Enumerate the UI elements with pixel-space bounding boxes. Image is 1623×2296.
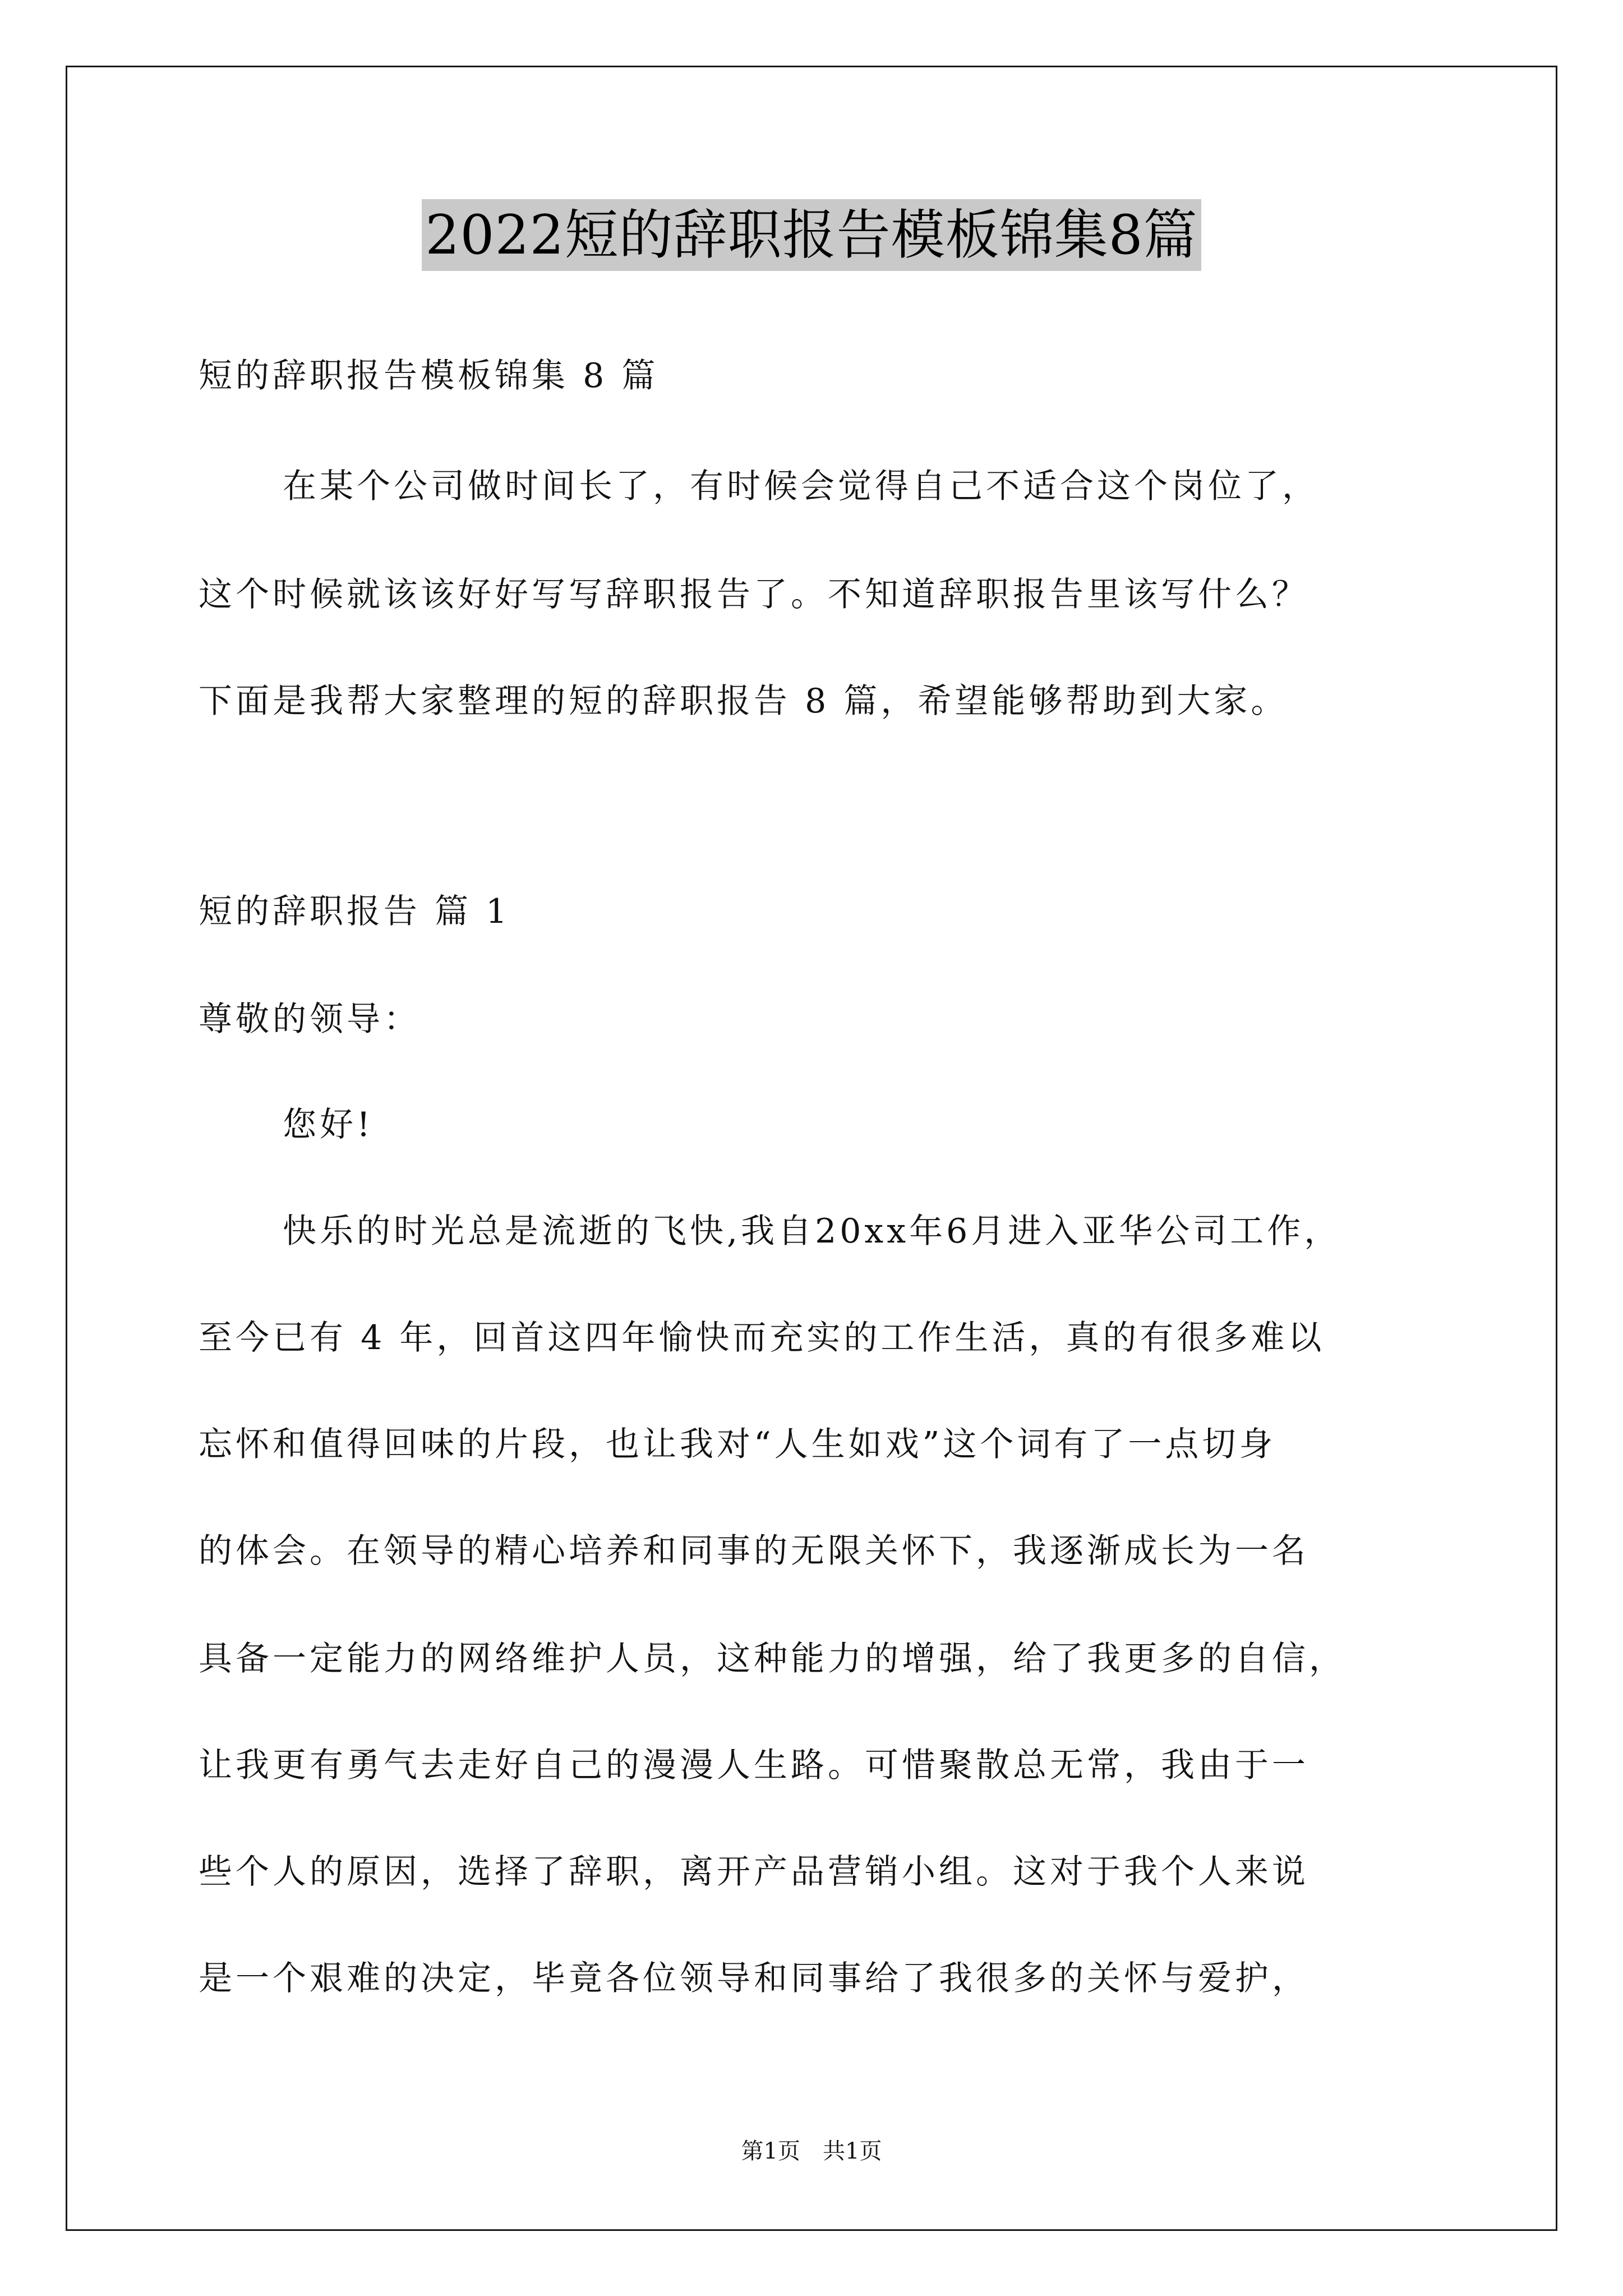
body-line-4: 的体会。在领导的精心培养和同事的无限关怀下，我逐渐成长为一名 bbox=[199, 1531, 1309, 1571]
body-line-2: 至今已有 4 年，回首这四年愉快而充实的工作生活，真的有很多难以 bbox=[199, 1318, 1325, 1358]
body-line-5: 具备一定能力的网络维护人员，这种能力的增强，给了我更多的自信， bbox=[199, 1639, 1346, 1678]
salutation: 尊敬的领导： bbox=[199, 1000, 421, 1039]
body-line-1: 快乐的时光总是流逝的飞快,我自20xx年6月进入亚华公司工作， bbox=[283, 1212, 1341, 1251]
body-line-8: 是一个艰难的决定，毕竟各位领导和同事给了我很多的关怀与爱护， bbox=[199, 1959, 1309, 1998]
page-footer: 第1页 共1页 bbox=[741, 2138, 882, 2164]
body-line-7: 些个人的原因，选择了辞职，离开产品营销小组。这对于我个人来说 bbox=[199, 1852, 1309, 1892]
intro-line-3: 下面是我帮大家整理的短的辞职报告 8 篇，希望能够帮助到大家。 bbox=[199, 682, 1288, 721]
intro-line-2: 这个时候就该该好好写写辞职报告了。不知道辞职报告里该写什么？ bbox=[199, 575, 1309, 614]
body-line-6: 让我更有勇气去走好自己的漫漫人生路。可惜聚散总无常，我由于一 bbox=[199, 1746, 1309, 1785]
title-wrapper bbox=[0, 199, 1623, 271]
document-title: 2022短的辞职报告模板锦集8篇 bbox=[422, 199, 1201, 271]
intro-line-1: 在某个公司做时间长了，有时候会觉得自己不适合这个岗位了， bbox=[283, 467, 1319, 506]
body-line-3: 忘怀和值得回味的片段，也让我对“人生如戏”这个词有了一点切身 bbox=[199, 1425, 1276, 1464]
section-heading: 短的辞职报告 篇 1 bbox=[199, 892, 511, 931]
greeting: 您好! bbox=[283, 1105, 374, 1144]
document-subtitle: 短的辞职报告模板锦集 8 篇 bbox=[199, 356, 659, 395]
